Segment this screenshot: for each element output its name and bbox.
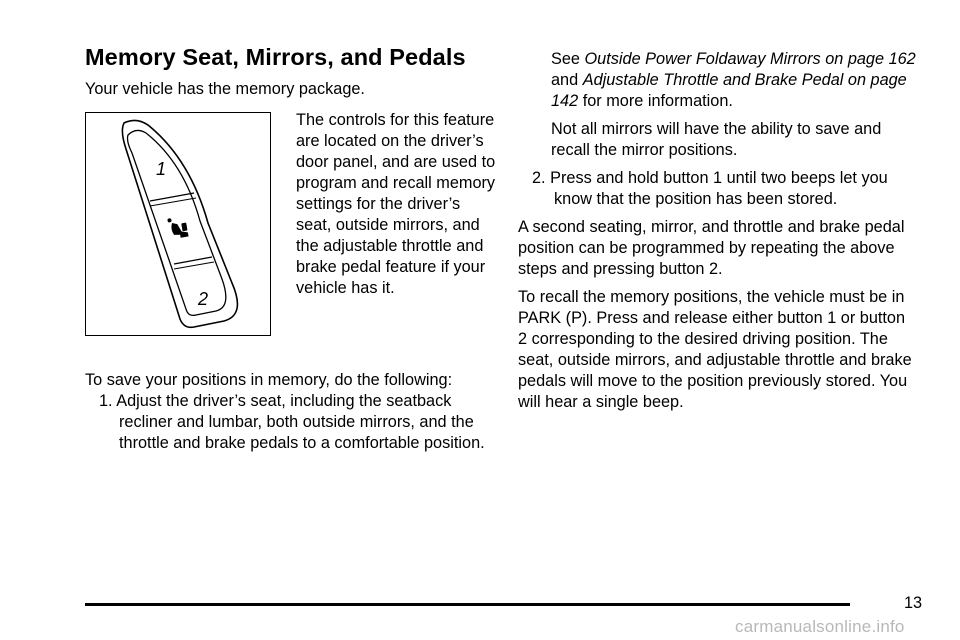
button-2-label: 2 xyxy=(198,289,209,309)
switch-inner-outline xyxy=(128,130,226,315)
save-instructions-intro: To save your positions in memory, do the following: xyxy=(85,371,453,389)
right-column xyxy=(518,49,918,413)
watermark: carmanualsonline.info xyxy=(735,617,905,636)
recall-paragraph: To recall the memory positions, the vehicle must be in PARK (P). Press and release either button 1 or button 2 corresponding to the desired driving position. The seat, outside mirrors, and adjustable throttle and brake pedals will move to the position previously stored. You will hear a single beep. xyxy=(518,288,912,411)
step-2 xyxy=(518,168,918,210)
see-references xyxy=(518,49,918,112)
ref-foldaway-mirrors[interactable]: Outside Power Foldaway Mirrors on page 162 xyxy=(584,50,916,68)
seat-icon xyxy=(167,216,188,240)
memory-buttons-illustration xyxy=(85,112,271,336)
controls-description: The controls for this feature are located on the driver’s door panel, and are used to program and recall memory settings for the driver’s seat, outside mirrors, and the adjustable throttle and brake pedal feature if your vehicle has it. xyxy=(296,111,496,297)
page-number: 13 xyxy=(904,594,923,612)
switch-bezel xyxy=(122,120,237,327)
step-1 xyxy=(85,391,505,454)
memory-switch-drawing xyxy=(86,113,272,337)
button-1-label: 1 xyxy=(156,159,167,179)
step-2-text: Press and hold button 1 until two beeps let you know that the position has been stored. xyxy=(550,169,888,208)
step-1-text: Adjust the driver’s seat, including the seatback recliner and lumbar, both outside mirrors, and the throttle and brake pedals to a comfortable position. xyxy=(116,392,485,452)
page-title: Memory Seat, Mirrors, and Pedals xyxy=(85,44,466,70)
ref-adjustable-pedal[interactable]: Adjustable Throttle and Brake Pedal on page 142 xyxy=(551,71,907,110)
second-position-paragraph: A second seating, mirror, and throttle and brake pedal position can be programmed by repeating the above steps and pressing button 2. xyxy=(518,218,905,278)
figure-row xyxy=(85,106,505,370)
see-tail: for more information. xyxy=(582,92,733,110)
see-and: and xyxy=(551,71,579,89)
see-lead: See xyxy=(551,50,580,68)
left-column xyxy=(85,42,505,454)
intro-text: Your vehicle has the memory package. xyxy=(85,80,365,98)
step-1-number: 1. xyxy=(99,392,113,410)
mirror-note: Not all mirrors will have the ability to save and recall the mirror positions. xyxy=(551,120,882,159)
step-2-number: 2. xyxy=(532,169,546,187)
footer-rule xyxy=(85,603,850,606)
